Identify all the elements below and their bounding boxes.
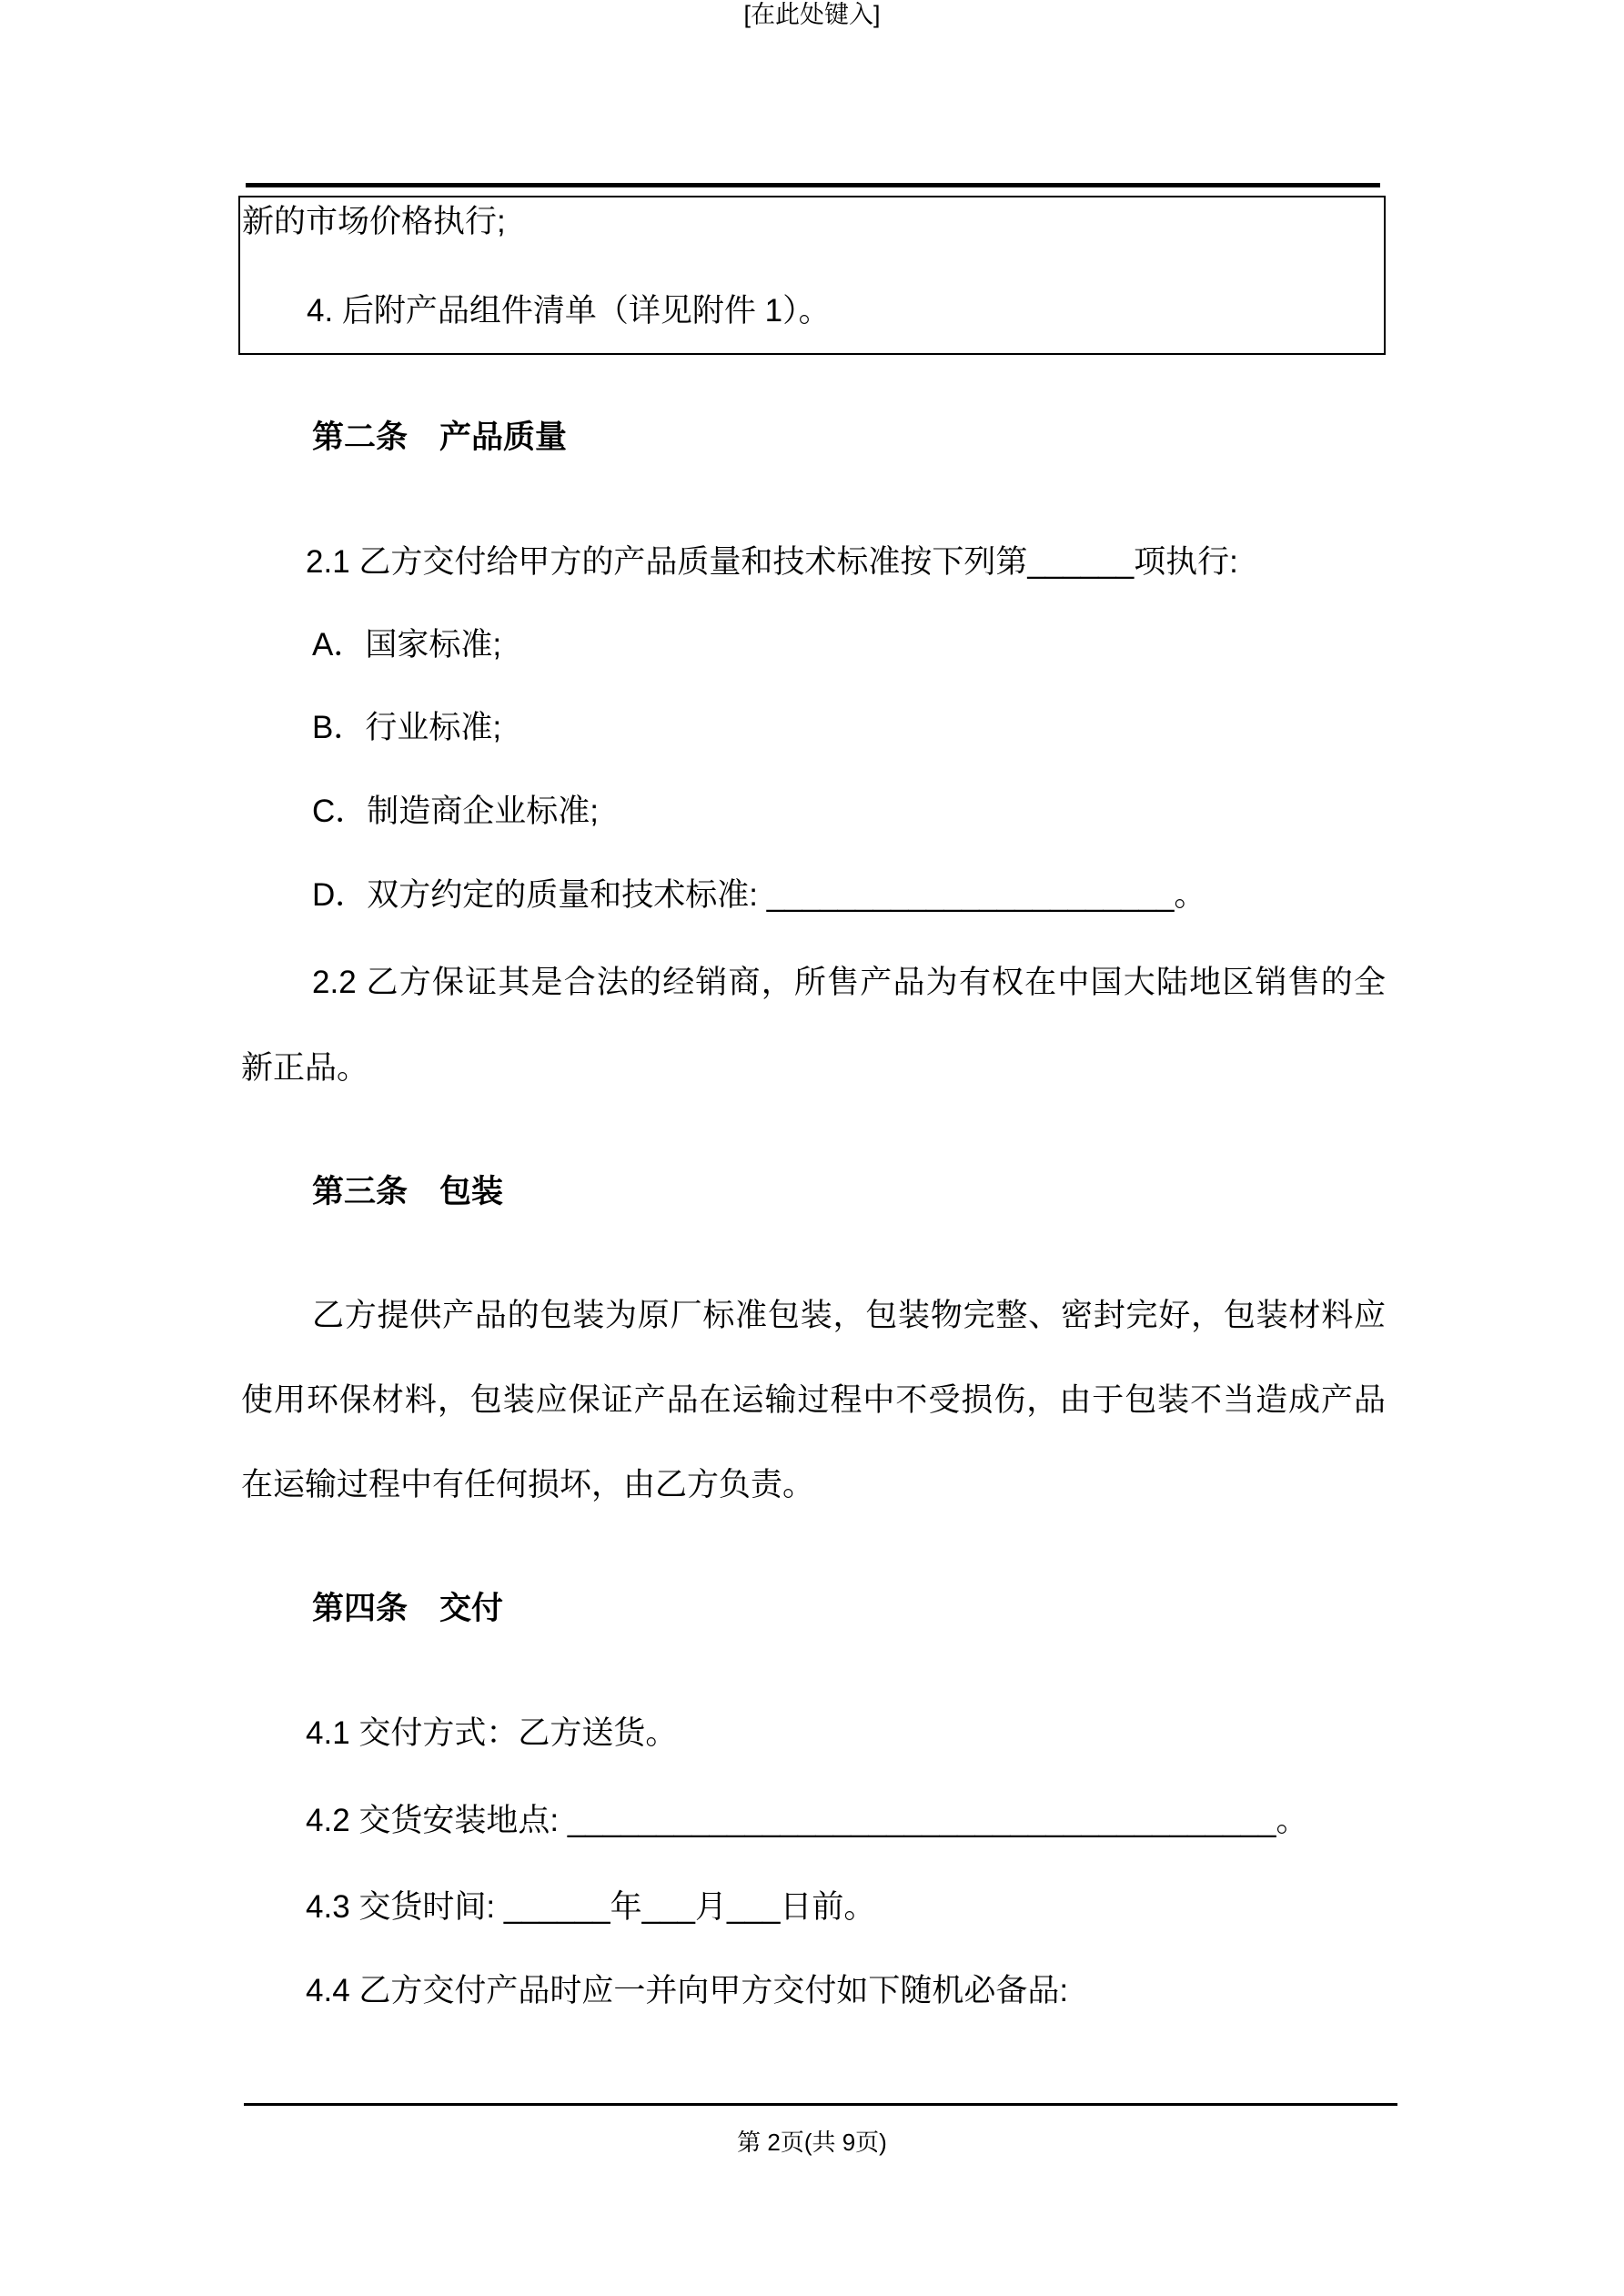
clause-2-1-option-d: D．双方约定的质量和技术标准: _______________________。 [312, 877, 1206, 913]
clause-2-2-line-2: 新正品。 [241, 1050, 369, 1086]
carryover-line-2: 4. 后附产品组件清单（详见附件 1）。 [307, 293, 831, 329]
footer-page-number: 第 2页(共 9页) [737, 2129, 887, 2156]
carryover-line-1: 新的市场价格执行; [242, 204, 506, 239]
clause-4-2: 4.2 交货安装地点: ________________________________________。 [306, 1803, 1308, 1838]
article-2-title: 第二条 产品质量 [312, 420, 568, 455]
article-4-title: 第四条 交付 [312, 1591, 504, 1626]
clause-4-4: 4.4 乙方交付产品时应一并向甲方交付如下随机必备品: [306, 1973, 1069, 2008]
clause-2-2-line-1: 2.2 乙方保证其是合法的经销商，所售产品为有权在中国大陆地区销售的全 [312, 965, 1386, 1000]
clause-4-3: 4.3 交货时间: ______年___月___日前。 [306, 1889, 876, 1925]
article-3-body-line-3: 在运输过程中有任何损坏，由乙方负责。 [241, 1467, 815, 1502]
clause-2-1-option-c: C．制造商企业标准; [312, 794, 600, 829]
clause-2-1: 2.1 乙方交付给甲方的产品质量和技术标准按下列第______项执行: [306, 544, 1238, 580]
article-3-body-line-1: 乙方提供产品的包装为原厂标准包装，包装物完整、密封完好，包装材料应 [312, 1298, 1386, 1333]
footer-rule [244, 2103, 1397, 2106]
article-3-title: 第三条 包装 [312, 1174, 504, 1209]
article-3-body-line-2: 使用环保材料，包装应保证产品在运输过程中不受损伤，由于包装不当造成产品 [241, 1382, 1386, 1418]
clause-2-1-option-b: B．行业标准; [312, 710, 502, 745]
header-rule [246, 183, 1380, 187]
clause-4-1: 4.1 交付方式：乙方送货。 [306, 1715, 678, 1751]
header-placeholder: [在此处键入] [743, 1, 881, 28]
clause-2-1-option-a: A．国家标准; [312, 627, 502, 663]
